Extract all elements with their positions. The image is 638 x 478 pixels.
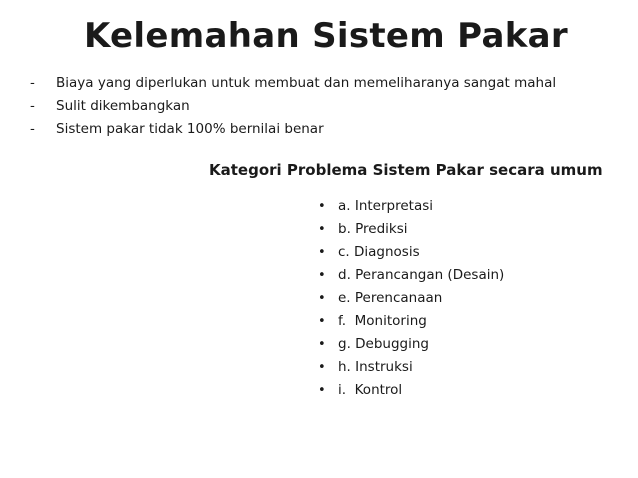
bullet-icon: • [318,268,326,283]
category-text: g. Debugging [338,336,429,352]
weakness-text: Sulit dikembangkan [56,98,190,114]
bullet-icon: • [318,245,326,260]
category-text: i. Kontrol [338,382,403,398]
category-text: c. Diagnosis [338,244,420,260]
slide-title: Kelemahan Sistem Pakar [84,16,568,56]
bullet-icon: • [318,360,326,375]
list-item [318,333,504,356]
weakness-text: Sistem pakar tidak 100% bernilai benar [56,121,324,137]
category-heading: Kategori Problema Sistem Pakar secara umum [209,161,603,179]
dash-marker: - [30,75,35,91]
list-item [30,72,556,95]
list-item [318,241,504,264]
list-item [318,310,504,333]
dash-marker: - [30,121,35,137]
category-text: a. Interpretasi [338,198,434,214]
category-text: f. Monitoring [338,313,427,329]
bullet-icon: • [318,383,326,398]
weakness-text: Biaya yang diperlukan untuk membuat dan memeliharanya sangat mahal [56,75,557,91]
category-text: b. Prediksi [338,221,408,237]
weakness-list [30,72,556,141]
list-item [318,218,504,241]
list-item [318,356,504,379]
bullet-icon: • [318,314,326,329]
bullet-icon: • [318,199,326,214]
bullet-icon: • [318,222,326,237]
bullet-icon: • [318,291,326,306]
list-item [30,95,556,118]
category-text: d. Perancangan (Desain) [338,267,505,283]
category-list [318,195,504,402]
list-item [318,379,504,402]
list-item [30,118,556,141]
category-text: h. Instruksi [338,359,413,375]
dash-marker: - [30,98,35,114]
list-item [318,264,504,287]
bullet-icon: • [318,337,326,352]
category-text: e. Perencanaan [338,290,443,306]
list-item [318,195,504,218]
list-item [318,287,504,310]
